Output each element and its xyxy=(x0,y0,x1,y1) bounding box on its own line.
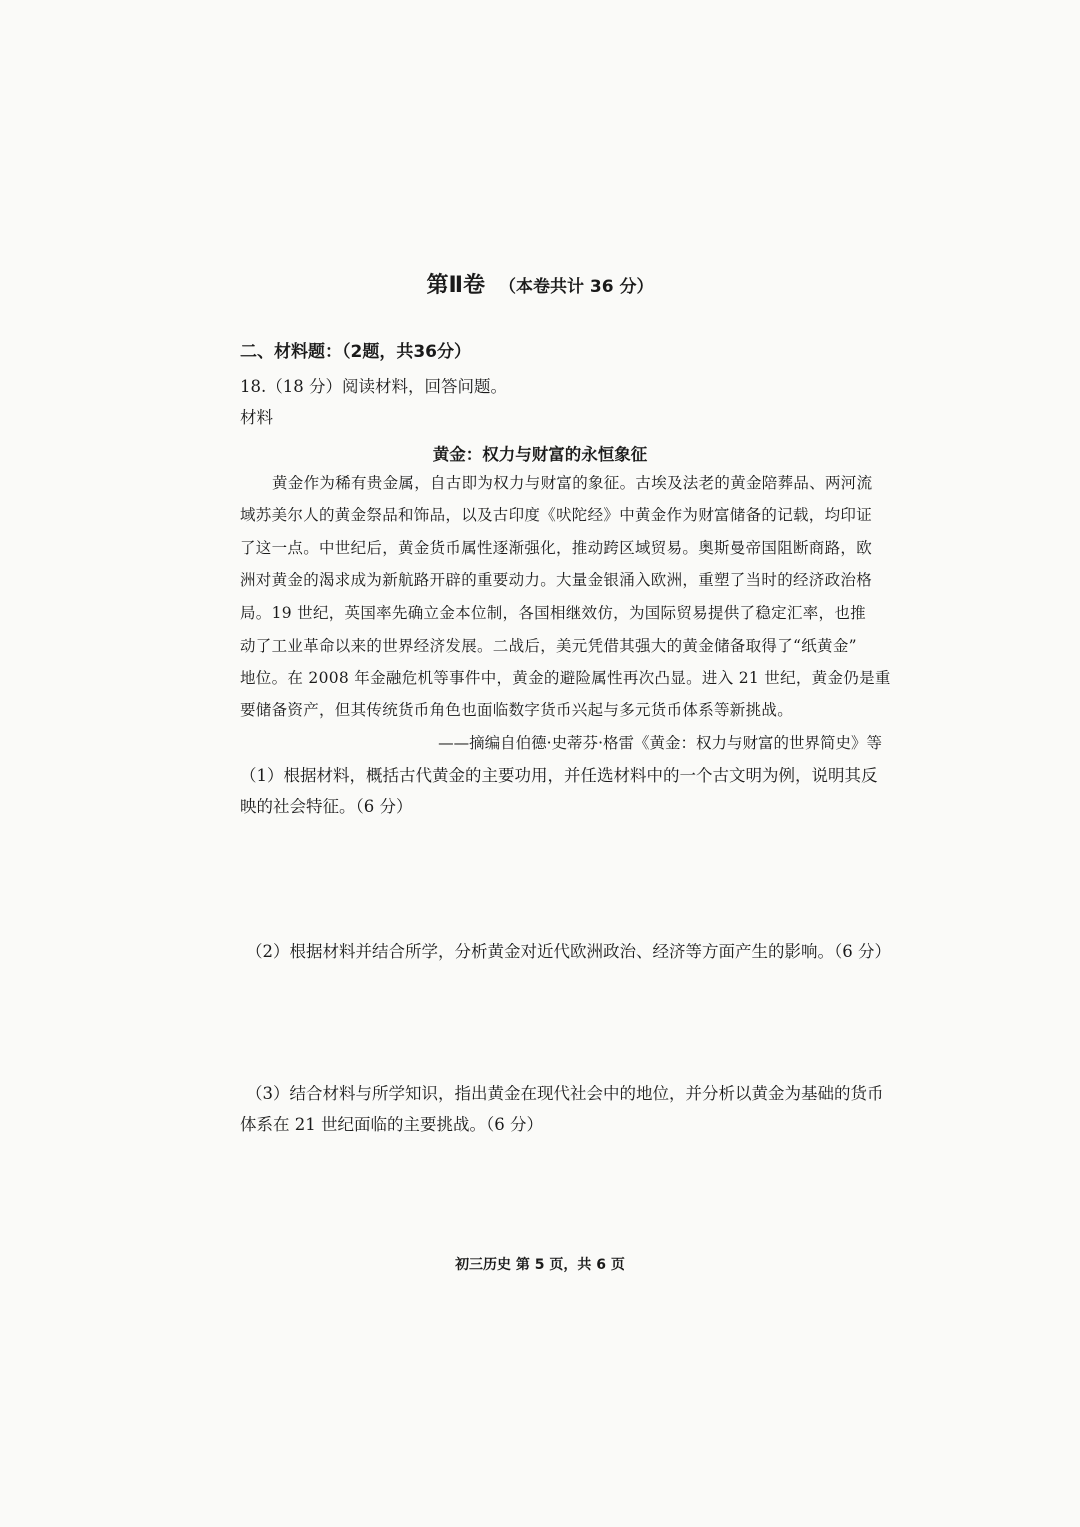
paragraph-line: 域苏美尔人的黄金祭品和饰品，以及古印度《吠陀经》中黄金作为财富储备的记载，均印证 xyxy=(240,506,873,524)
paragraph-line: 了这一点。中世纪后，黄金货币属性逐渐强化，推动跨区域贸易。奥斯曼帝国阻断商路，欧 xyxy=(240,539,873,557)
material-source: ——摘编自伯德·史蒂芬·格雷《黄金：权力与财富的世界简史》等 xyxy=(438,734,882,752)
paragraph-line: 要储备资产，但其传统货币角色也面临数字货币兴起与多元货币体系等新挑战。 xyxy=(240,701,794,719)
part-heading: 二、材料题：（2题，共36分） xyxy=(240,342,471,362)
subquestion-2: （2）根据材料并结合所学，分析黄金对近代欧洲政治、经济等方面产生的影响。（6 分） xyxy=(246,942,891,961)
paragraph-line: 洲对黄金的渴求成为新航路开辟的重要动力。大量金银涌入欧洲，重塑了当时的经济政治格 xyxy=(240,571,873,589)
subquestion-1-line1: （1）根据材料，概括古代黄金的主要功用，并任选材料中的一个古文明为例，说明其反 xyxy=(240,766,878,785)
section-header xyxy=(0,268,1080,299)
subquestion-1-line2: 映的社会特征。（6 分） xyxy=(240,797,413,816)
paragraph-line: 黄金作为稀有贵金属，自古即为权力与财富的象征。古埃及法老的黄金陪葬品、两河流 xyxy=(272,474,873,492)
subquestion-3-line1: （3）结合材料与所学知识，指出黄金在现代社会中的地位，并分析以黄金为基础的货币 xyxy=(246,1084,884,1103)
material-label: 材料 xyxy=(240,408,273,427)
page-footer: 初三历史 第 5 页，共 6 页 xyxy=(455,1257,625,1273)
paragraph-line: 局。19 世纪，英国率先确立金本位制，各国相继效仿，为国际贸易提供了稳定汇率，也推 xyxy=(240,604,866,622)
paragraph-line: 动了工业革命以来的世界经济发展。二战后，美元凭借其强大的黄金储备取得了“纸黄金” xyxy=(240,637,857,655)
paragraph-line: 地位。在 2008 年金融危机等事件中，黄金的避险属性再次凸显。进入 21 世纪，黄金仍是重 xyxy=(240,669,891,687)
section-subtitle: （本卷共计 36 分） xyxy=(499,277,654,297)
material-title: 黄金：权力与财富的永恒象征 xyxy=(432,445,648,464)
subquestion-3-line2: 体系在 21 世纪面临的主要挑战。（6 分） xyxy=(240,1115,543,1134)
question-intro: 18.（18 分）阅读材料，回答问题。 xyxy=(240,377,507,396)
section-title: 第Ⅱ卷 xyxy=(426,273,485,298)
